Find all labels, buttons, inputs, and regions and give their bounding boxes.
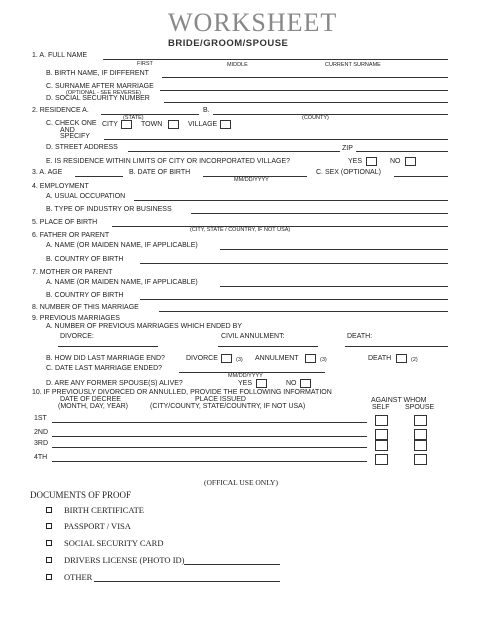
s4b-label: B. TYPE OF INDUSTRY OR BUSINESS <box>46 206 172 213</box>
spouse-checkbox-4[interactable] <box>414 454 427 465</box>
official-use-label: (OFFICAL USE ONLY) <box>204 478 278 487</box>
doc-label-ssc: SOCIAL SECURITY CARD <box>64 538 164 548</box>
s2d-label: D. STREET ADDRESS <box>46 144 118 151</box>
village-label: VILLAGE <box>188 121 218 128</box>
s9a-divorce: DIVORCE: <box>60 333 94 340</box>
end-annulment-checkbox[interactable] <box>305 354 316 363</box>
residence-state-field[interactable] <box>101 114 199 115</box>
s10-col-self: SELF <box>372 404 390 411</box>
spouse-checkbox-1[interactable] <box>414 415 427 426</box>
form-subtitle: BRIDE/GROOM/SPOUSE <box>168 38 289 49</box>
self-checkbox-3[interactable] <box>375 440 388 451</box>
surname-caption: CURRENT SURNAME <box>325 62 381 68</box>
s9b-n3a: (3) <box>236 357 243 363</box>
dob-format: MM/DD/YYYY <box>234 177 269 183</box>
doc-checkbox-other[interactable] <box>46 574 52 580</box>
drivers-license-field[interactable] <box>184 564 280 565</box>
s2e-no: NO <box>390 158 401 165</box>
street-address-field[interactable] <box>128 151 340 152</box>
s3c-label: C. SEX (OPTIONAL) <box>316 169 381 176</box>
doc-label-other: OTHER <box>64 572 93 582</box>
village-checkbox[interactable] <box>220 120 231 129</box>
s2c-and: AND <box>60 127 75 134</box>
s9b-n2: (2) <box>411 357 418 363</box>
s1c-note: (OPTIONAL - SEE REVERSE) <box>66 90 141 96</box>
decree-field-1[interactable] <box>52 422 367 423</box>
sex-field[interactable] <box>394 176 448 177</box>
industry-field[interactable] <box>191 213 448 214</box>
city-label: CITY <box>102 121 118 128</box>
s5-label: 5. PLACE OF BIRTH <box>32 219 98 226</box>
s7a-label: A. NAME (OR MAIDEN NAME, IF APPLICABLE) <box>46 279 198 286</box>
s10-row-label: 4TH <box>34 454 48 461</box>
doc-label-birth-certificate: BIRTH CERTIFICATE <box>64 505 144 515</box>
residence-no-checkbox[interactable] <box>405 157 416 166</box>
s9c-format: MM/DD/YYYY <box>228 373 263 379</box>
end-death-checkbox[interactable] <box>396 354 407 363</box>
end-divorce-checkbox[interactable] <box>221 354 232 363</box>
s9b-n3b: (3) <box>320 357 327 363</box>
s2e-yes: YES <box>348 158 363 165</box>
s6-label: 6. FATHER OR PARENT <box>32 232 110 239</box>
city-checkbox[interactable] <box>121 120 132 129</box>
town-label: TOWN <box>141 121 163 128</box>
s10-col-spouse: SPOUSE <box>405 404 435 411</box>
other-doc-field[interactable] <box>94 581 280 582</box>
form-title: WORKSHEET <box>168 8 338 37</box>
s10-col-date2: (MONTH, DAY, YEAR) <box>58 403 129 410</box>
ssn-field[interactable] <box>164 102 448 103</box>
s8-label: 8. NUMBER OF THIS MARRIAGE <box>32 304 139 311</box>
zip-field[interactable] <box>356 151 448 152</box>
residence-yes-checkbox[interactable] <box>366 157 377 166</box>
spouse-alive-yes-checkbox[interactable] <box>256 379 267 388</box>
death-count-field[interactable] <box>345 346 448 347</box>
doc-checkbox-birth-certificate[interactable] <box>46 507 52 513</box>
father-country-field[interactable] <box>140 263 448 264</box>
doc-label-passport: PASSPORT / VISA <box>64 521 131 531</box>
self-checkbox-2[interactable] <box>375 429 388 440</box>
spouse-checkbox-3[interactable] <box>414 440 427 451</box>
s10-col-place: PLACE ISSUED <box>195 396 246 403</box>
s10-col-against: AGAINST WHOM <box>371 397 427 404</box>
spouse-checkbox-2[interactable] <box>414 429 427 440</box>
s9c-label: C. DATE LAST MARRIAGE ENDED? <box>46 365 163 372</box>
s9d-label: D. ARE ANY FORMER SPOUSE(S) ALIVE? <box>46 380 183 387</box>
s3b-label: B. DATE OF BIRTH <box>129 169 191 176</box>
docs-heading: DOCUMENTS OF PROOF <box>30 490 132 500</box>
spouse-alive-no-checkbox[interactable] <box>300 379 311 388</box>
middle-caption: MIDDLE <box>227 62 248 68</box>
s6b-label: B. COUNTRY OF BIRTH <box>46 256 124 263</box>
s1b-label: B. BIRTH NAME, IF DIFFERENT <box>46 70 149 77</box>
s9d-yes: YES <box>238 380 253 387</box>
s10-label: 10. IF PREVIOUSLY DIVORCED OR ANNULLED, PROVIDE THE FOLLOWING INFORMATION <box>32 389 332 396</box>
s4-label: 4. EMPLOYMENT <box>32 183 89 190</box>
s3-label: 3. A. AGE <box>32 169 63 176</box>
state-caption: (STATE) <box>123 115 144 121</box>
mother-country-field[interactable] <box>140 299 448 300</box>
s10-col-place2: (CITY/COUNTY, STATE/COUNTRY, IF NOT USA) <box>150 403 306 410</box>
annulment-count-field[interactable] <box>218 346 318 347</box>
s7b-label: B. COUNTRY OF BIRTH <box>46 292 124 299</box>
s2c-specify: SPECIFY <box>60 133 90 140</box>
s9d-no: NO <box>286 380 297 387</box>
decree-field-3[interactable] <box>52 447 367 448</box>
s2b-label: B. <box>203 107 210 114</box>
doc-checkbox-drivers-license[interactable] <box>46 557 52 563</box>
father-name-field[interactable] <box>220 249 448 250</box>
s5-note: (CITY, STATE / COUNTRY, IF NOT USA) <box>190 227 291 233</box>
full-name-field[interactable] <box>103 59 448 60</box>
occupation-field[interactable] <box>134 200 448 201</box>
s9b-divorce: DIVORCE <box>186 355 218 362</box>
s2e-label: E. IS RESIDENCE WITHIN LIMITS OF CITY OR INCORPORATED VILLAGE? <box>46 158 291 165</box>
s9b-annulment: ANNULMENT <box>255 355 299 362</box>
s9a-civil: CIVIL ANNULMENT: <box>221 333 285 340</box>
s10-row-label: 2ND <box>34 429 49 436</box>
s1d-label: D. SOCIAL SECURITY NUMBER <box>46 95 150 102</box>
first-caption: FIRST <box>137 61 153 67</box>
self-checkbox-1[interactable] <box>375 415 388 426</box>
county-caption: (COUNTY) <box>302 115 329 121</box>
self-checkbox-4[interactable] <box>375 454 388 465</box>
divorce-count-field[interactable] <box>58 346 158 347</box>
mother-name-field[interactable] <box>220 286 448 287</box>
s9a-death: DEATH: <box>347 333 373 340</box>
marriage-number-field[interactable] <box>159 311 448 312</box>
s9b-death: DEATH <box>368 355 392 362</box>
specify-field[interactable] <box>104 139 448 140</box>
decree-field-2[interactable] <box>52 436 367 437</box>
s9b-label: B. HOW DID LAST MARRIAGE END? <box>46 355 165 362</box>
doc-checkbox-ssc[interactable] <box>46 540 52 546</box>
doc-checkbox-passport[interactable] <box>46 523 52 529</box>
s10-row-label: 1ST <box>34 415 47 422</box>
surname-after-field[interactable] <box>160 90 448 91</box>
residence-county-field[interactable] <box>213 114 448 115</box>
s9a-label: A. NUMBER OF PREVIOUS MARRIAGES WHICH ENDED BY <box>46 323 243 330</box>
s2c-label: C. CHECK ONE <box>46 120 97 127</box>
zip-label: ZIP <box>342 145 353 152</box>
s9-label: 9. PREVIOUS MARRIAGES <box>32 315 120 322</box>
s10-row-label: 3RD <box>34 440 49 447</box>
s1-label: 1. A. FULL NAME <box>32 52 87 59</box>
doc-label-drivers-license: DRIVERS LICENSE (PHOTO ID) <box>64 555 185 565</box>
s4a-label: A. USUAL OCCUPATION <box>46 193 126 200</box>
s1c-label: C. SURNAME AFTER MARRIAGE <box>46 83 154 90</box>
decree-field-4[interactable] <box>52 461 367 462</box>
age-field[interactable] <box>75 176 123 177</box>
s10-col-date: DATE OF DECREE <box>60 396 121 403</box>
s2-label: 2. RESIDENCE A. <box>32 107 89 114</box>
birth-name-field[interactable] <box>162 77 448 78</box>
s6a-label: A. NAME (OR MAIDEN NAME, IF APPLICABLE) <box>46 242 198 249</box>
s7-label: 7. MOTHER OR PARENT <box>32 269 113 276</box>
town-checkbox[interactable] <box>168 120 179 129</box>
